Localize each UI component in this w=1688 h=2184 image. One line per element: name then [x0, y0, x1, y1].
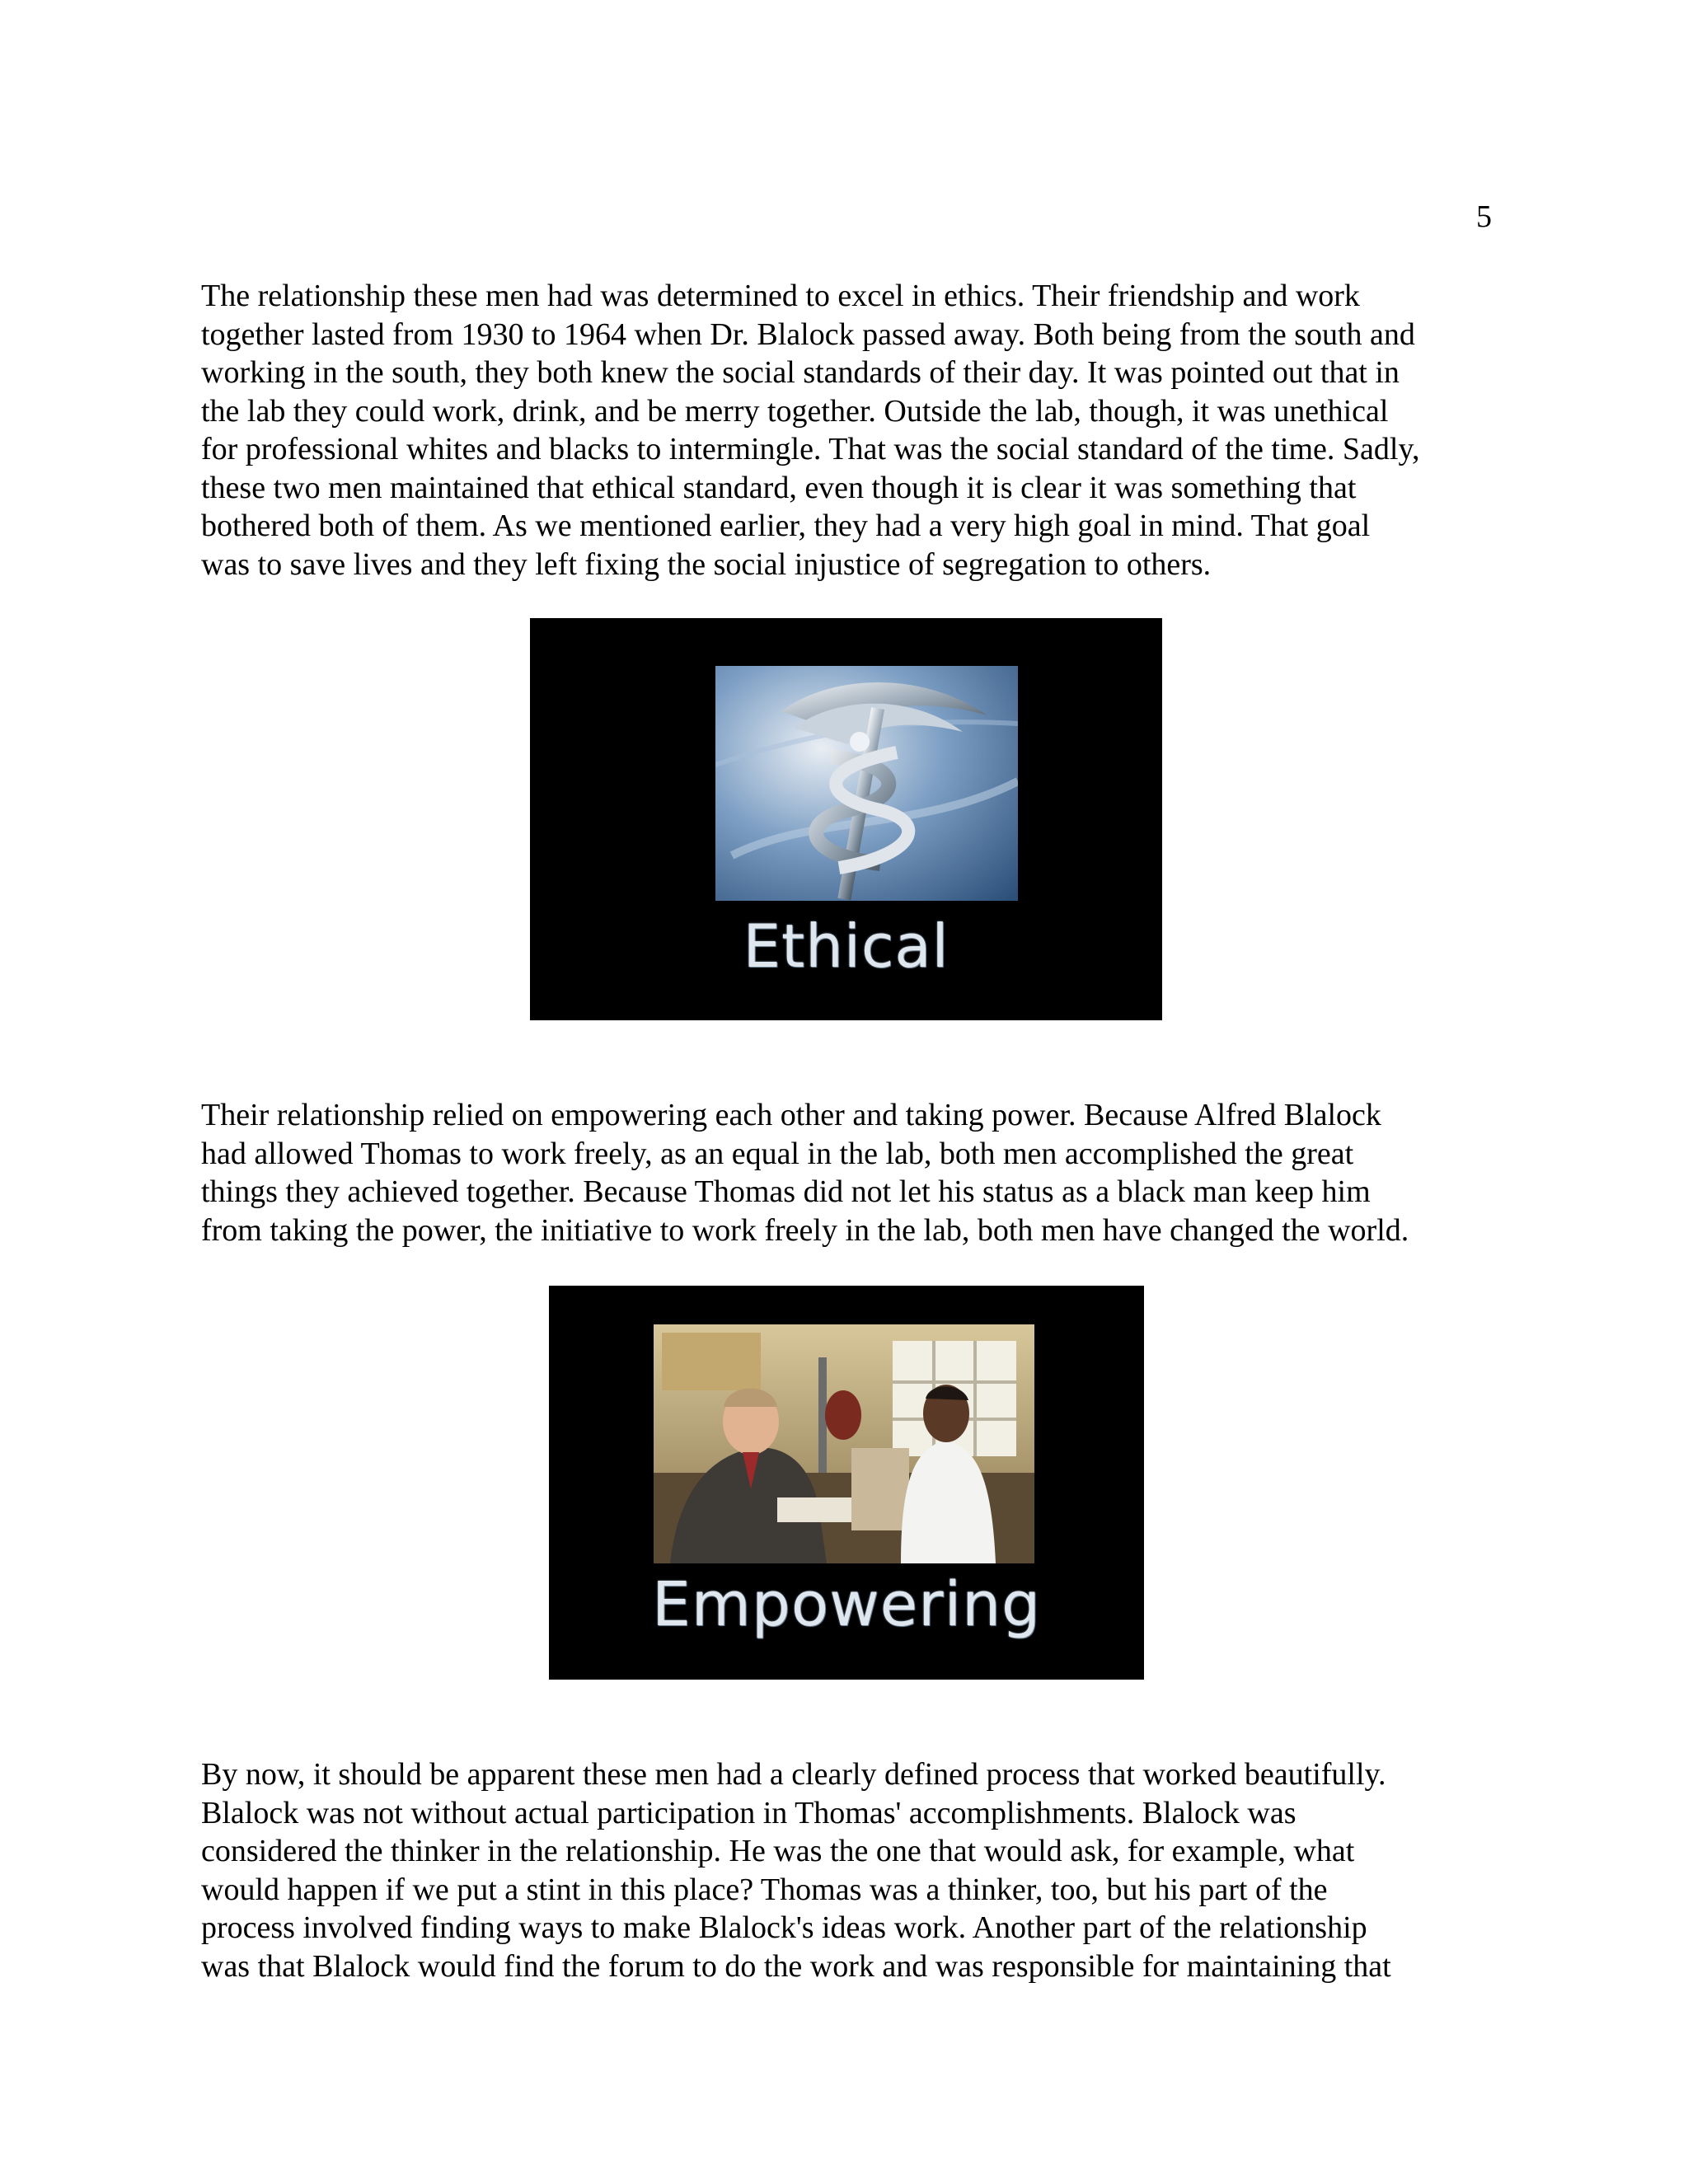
text-line: for professional whites and blacks to intermingle. That was the social standard of the time. Sadly, — [201, 432, 1420, 466]
text-line: from taking the power, the initiative to work freely in the lab, both men have changed the world. — [201, 1212, 1409, 1248]
text-line: the lab they could work, drink, and be merry together. Outside the lab, though, it was unethical — [201, 393, 1389, 429]
text-line: these two men maintained that ethical standard, even though it is clear it was something that — [201, 470, 1357, 505]
figure-caption-empowering: Empowering — [652, 1569, 1041, 1640]
text-line: The relationship these men had was determined to excel in ethics. Their friendship and work — [201, 279, 1360, 313]
lab-photo — [654, 1324, 1034, 1563]
text-line: had allowed Thomas to work freely, as an equal in the lab, both men accomplished the great — [201, 1136, 1354, 1171]
figure-caption-ethical: Ethical — [743, 912, 950, 981]
text-line: By now, it should be apparent these men had a clearly defined process that worked beautifully. — [201, 1757, 1386, 1792]
text-line: was that Blalock would find the forum to do the work and was responsible for maintaining that — [201, 1948, 1391, 1984]
text-line: together lasted from 1930 to 1964 when Dr. Blalock passed away. Both being from the south and — [201, 316, 1415, 352]
text-line: was to save lives and they left fixing the social injustice of segregation to others. — [201, 546, 1212, 582]
text-line: considered the thinker in the relationship. He was the one that would ask, for example, what — [201, 1834, 1355, 1868]
empowering-figure — [549, 1286, 1144, 1680]
caduceus-icon — [715, 666, 1018, 901]
text-line: bothered both of them. As we mentioned earlier, they had a very high goal in mind. That goal — [201, 509, 1371, 543]
body-paragraph-2 — [201, 1096, 1503, 1249]
text-line: things they achieved together. Because Thomas did not let his status as a black man keep him — [201, 1174, 1371, 1209]
text-line: Blalock was not without actual participation in Thomas' accomplishments. Blalock was — [201, 1795, 1296, 1830]
text-line: working in the south, they both knew the social standards of their day. It was pointed out that in — [201, 355, 1400, 390]
ethical-figure — [530, 618, 1162, 1020]
page-number: 5 — [1476, 199, 1492, 234]
body-paragraph-3 — [201, 1755, 1503, 1985]
text-line: process involved finding ways to make Blalock's ideas work. Another part of the relationship — [201, 1910, 1367, 1945]
text-line: would happen if we put a stint in this place? Thomas was a thinker, too, but his part of the — [201, 1872, 1328, 1907]
text-line: Their relationship relied on empowering each other and taking power. Because Alfred Blalock — [201, 1098, 1381, 1132]
body-paragraph-1 — [201, 277, 1503, 583]
